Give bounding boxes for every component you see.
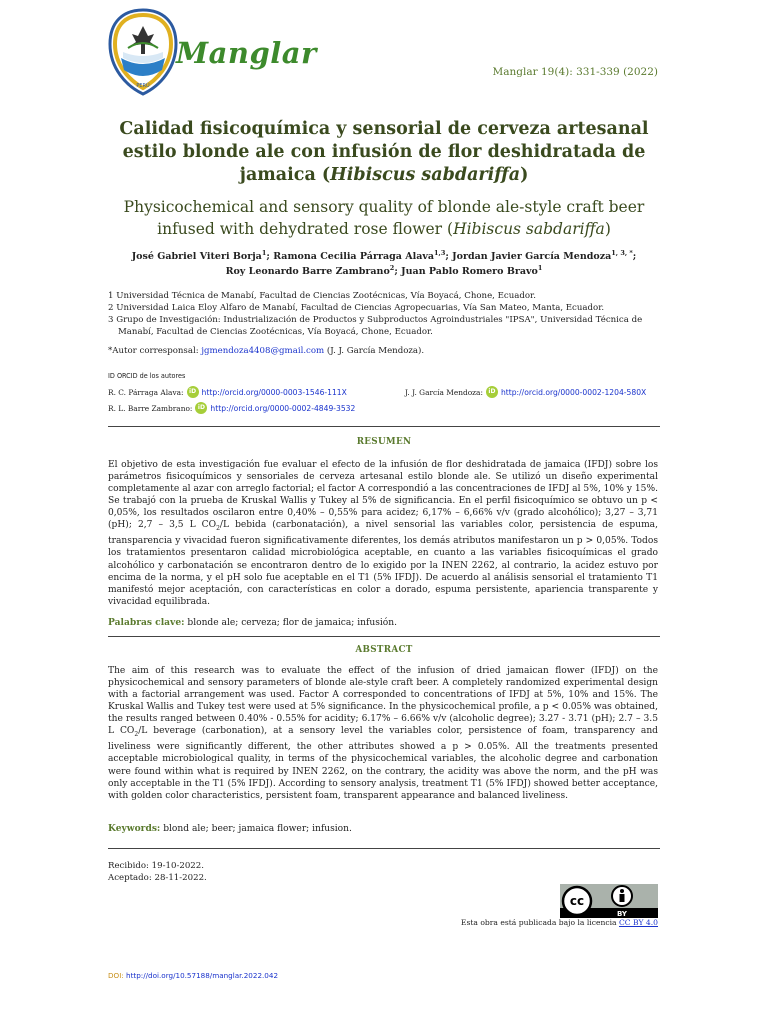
doi-line: DOI: http://doi.org/10.57188/manglar.2022.042 [108, 971, 279, 980]
brand-title: Manglar [176, 36, 317, 70]
university-seal-icon [108, 8, 178, 96]
orcid-entry: J. J. García Mendoza: iD http://orcid.org/0000-0002-1204-580X [405, 387, 647, 397]
divider [108, 636, 660, 637]
affiliations [108, 290, 660, 338]
svg-text:PERÚ: PERÚ [136, 83, 150, 89]
abstract-text: The aim of this research was to evaluate the effect of the infusion of dried jamaican flower (IFDJ) on the physicochemical and sensory parameters of blonde ale-style craft beer. A completely randomized experimental design with a factorial arrangement was used. Factor A corresponded to concentrations of IFDJ at 5%, 10% and 15%. The Kruskal Wallis and Tukey test were used at 5% significance. In the physicochemical profile, a p < 0.05% was obtained, the results ranged between 0.40% - 0.55% for acidity; 6.17% – 6.66% v/v (alcoholic degree); 3.27 - 3.71 (pH); 2.7 – 3.5 L $CO_2/L$ beverage (carbonation), at a sensory level the variables color, persistence of foam, transparency and liveliness were significantly different, the other attributes showed a p > 0.05%. All the treatments presented acceptable microbiological quality, in terms of the physicochemical variables, the alcoholic degree and carbonation were found within what is required by INEN 2262, on the contrary, the acidity was above the norm, and the pH was only acceptable in the T1 (5% IFDJ). According to sensory analysis, treatment T1 (5% IFDJ) showed better acceptance, with golden color characteristics, persistent foam, transparent appearance and balanced liveliness. [108, 666, 659, 801]
orcid-title: ID ORCID de los autores [108, 371, 186, 380]
orcid-link[interactable]: http://orcid.org/0000-0002-1204-580X [500, 387, 647, 397]
svg-text:cc: cc [569, 894, 585, 908]
orcid-link[interactable]: http://orcid.org/0000-0002-4849-3532 [210, 403, 356, 413]
orcid-icon: iD [195, 402, 207, 414]
resumen-text: El objetivo de esta investigación fue evaluar el efecto de la infusión de flor deshidratada de jamaica (IFDJ) sobre los parámetros fisicoquímicos y sensoriales de cerveza artesanal estilo blonde ale. Se utilizó un diseño experimental completamente al azar con arreglo factorial; el factor A correspondió a las concentraciones de IFDJ al 5%, 10% y 15%. Se trabajó con la prueba de Kruskal Wallis y Tukey al 5% de significancia. En el perfil fisicoquímico se obtuvo un p < 0,05%, los resultados oscilaron entre 0,40% – 0,55% para acidez; 6,17% – 6,66% v/v (grado alcohólico); 3,27 – 3,71 (pH); 2,7 – 3,5 L $CO_2/L$ bebida (carbonatación), a nivel sensorial las variables color, persistencia de espuma, transparencia y vivacidad fueron significativamente diferentes, los demás atributos manifestaron un p > 0,05%. Todos los tratamientos presentaron calidad microbiológica aceptable, en cuanto a las variables fisicoquímicas el grado alcohólico y carbonatación se encontraron dentro de lo exigido por la INEN 2262, al contrario, la acidez estuvo por encima de la norma, y el pH solo fue aceptable en el T1 (5% IFDJ). De acuerdo al análisis sensorial el tratamiento T1 manifestó mejor aceptación, con características en color a dorado, espuma persistente, apariencia transparente y vivacidad equilibrada. [108, 460, 658, 607]
corresponding-author: *Autor corresponsal: jgmendoza4408@gmail.com (J. J. García Mendoza). [108, 346, 425, 356]
affiliation-item: 2 Universidad Laica Eloy Alfaro de Manabí, Facultad de Ciencias Agropecuarias, Vía San Mateo, Manta, Ecuador. [108, 303, 605, 313]
divider [108, 426, 660, 427]
journal-reference: Manglar 19(4): 331-339 (2022) [492, 66, 658, 78]
resumen-heading: RESUMEN [356, 437, 412, 447]
orcid-link[interactable]: http://orcid.org/0000-0003-1546-111X [201, 387, 347, 397]
journal-logo [108, 8, 317, 98]
license-link[interactable]: CC BY 4.0 [619, 918, 658, 927]
orcid-entry: R. C. Párraga Alava: iD http://orcid.org/0000-0003-1546-111X [108, 387, 347, 397]
author-list: José Gabriel Viteri Borja$^1$; Ramona Cecilia Párraga Alava$^{1,3}$; Jordan Javier García Mendoza$^{1, 3, *}$; Roy Leonardo Barre Zambrano$^2$; Juan Pablo Romero Bravo$^1$ [131, 248, 637, 277]
affiliation-item: 3 Grupo de Investigación: Industrialización de Productos y Subproductos Agroindustriales "IPSA", Universidad Técnica de Manabí, Facultad de Ciencias Zootécnicas, Vía Boyacá, Chone, Ecuador. [108, 315, 643, 337]
license-text: Esta obra está publicada bajo la licencia CC BY 4.0 [460, 918, 658, 927]
received-date: Recibido: 19-10-2022. [108, 861, 204, 871]
abstract-heading: ABSTRACT [355, 645, 413, 655]
palabras-clave: Palabras clave: blonde ale; cerveza; flor de jamaica; infusión. [108, 617, 398, 628]
keywords: Keywords: blond ale; beer; jamaica flower; infusion. [108, 823, 352, 834]
corresponding-email-link[interactable]: jgmendoza4408@gmail.com [201, 346, 325, 356]
divider [108, 848, 660, 849]
title-english: Physicochemical and sensory quality of blonde ale-style craft beer infused with dehydrated rose flower (Hibiscus sabdariffa) [123, 198, 645, 238]
orcid-entry: R. L. Barre Zambrano: iD http://orcid.org/0000-0002-4849-3532 [108, 403, 356, 413]
title-spanish: Calidad fisicoquímica y sensorial de cerveza artesanal estilo blonde ale con infusión de flor deshidratada de jamaica (Hibiscus sabdariffa) [119, 119, 649, 185]
submission-dates [108, 860, 207, 884]
orcid-icon: iD [486, 386, 498, 398]
accepted-date: Aceptado: 28-11-2022. [108, 873, 207, 883]
affiliation-item: 1 Universidad Técnica de Manabí, Facultad de Ciencias Zootécnicas, Vía Boyacá, Chone, Ecuador. [108, 291, 536, 301]
doi-link[interactable]: http://doi.org/10.57188/manglar.2022.042 [126, 971, 279, 980]
cc-by-license-icon[interactable] [560, 884, 658, 918]
svg-text:BY: BY [616, 910, 628, 918]
orcid-icon: iD [187, 386, 199, 398]
